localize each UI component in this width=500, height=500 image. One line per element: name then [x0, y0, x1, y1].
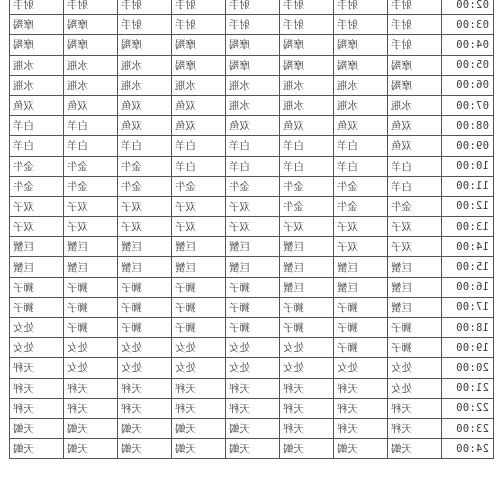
table-row — [10, 439, 494, 459]
time-cell: 09:00 — [442, 136, 494, 156]
sign-cell: 水瓶 — [64, 75, 118, 95]
sign-cell: 水瓶 — [64, 55, 118, 75]
sign-cell: 摩羯 — [64, 35, 118, 55]
sign-cell: 天秤 — [64, 398, 118, 418]
sign-cell: 双子 — [10, 217, 64, 237]
sign-cell: 巨蟹 — [118, 237, 172, 257]
sign-cell: 双子 — [334, 217, 388, 237]
sign-cell: 狮子 — [334, 318, 388, 338]
table-row — [10, 15, 494, 35]
sign-cell: 摩羯 — [172, 35, 226, 55]
sign-cell: 白羊 — [280, 156, 334, 176]
sign-cell: 狮子 — [388, 318, 442, 338]
sign-cell: 天秤 — [334, 418, 388, 438]
table-row — [10, 75, 494, 95]
sign-cell: 双子 — [64, 217, 118, 237]
time-cell: 02:00 — [442, 0, 494, 15]
sign-cell: 水瓶 — [334, 75, 388, 95]
sign-cell: 水瓶 — [388, 95, 442, 115]
sign-cell: 天秤 — [280, 398, 334, 418]
sign-cell: 射手 — [226, 15, 280, 35]
sign-cell: 双子 — [64, 196, 118, 216]
sign-cell: 金牛 — [226, 176, 280, 196]
sign-cell: 巨蟹 — [172, 257, 226, 277]
sign-cell: 天秤 — [118, 378, 172, 398]
sign-cell: 水瓶 — [10, 75, 64, 95]
sign-cell: 双鱼 — [172, 95, 226, 115]
sign-cell: 摩羯 — [334, 55, 388, 75]
time-cell: 12:00 — [442, 196, 494, 216]
sign-cell: 水瓶 — [172, 75, 226, 95]
sign-cell: 双鱼 — [280, 116, 334, 136]
sign-cell: 天秤 — [64, 378, 118, 398]
sign-cell: 天秤 — [172, 378, 226, 398]
sign-cell: 金牛 — [172, 176, 226, 196]
sign-cell: 摩羯 — [334, 35, 388, 55]
sign-cell: 天蝎 — [172, 439, 226, 459]
sign-cell: 处女 — [226, 338, 280, 358]
sign-cell: 摩羯 — [118, 35, 172, 55]
table-row — [10, 0, 494, 15]
sign-cell: 天秤 — [280, 418, 334, 438]
sign-cell: 射手 — [388, 35, 442, 55]
time-cell: 05:00 — [442, 55, 494, 75]
sign-cell: 巨蟹 — [388, 257, 442, 277]
table-row — [10, 35, 494, 55]
sign-cell: 狮子 — [118, 277, 172, 297]
sign-cell: 水瓶 — [226, 75, 280, 95]
sign-cell: 射手 — [334, 0, 388, 15]
sign-cell: 巨蟹 — [280, 237, 334, 257]
time-cell: 24:00 — [442, 439, 494, 459]
sign-cell: 双鱼 — [172, 116, 226, 136]
sign-cell: 双子 — [172, 217, 226, 237]
sign-cell: 双鱼 — [64, 95, 118, 115]
sign-cell: 处女 — [64, 338, 118, 358]
sign-cell: 天蝎 — [226, 439, 280, 459]
sign-cell: 巨蟹 — [280, 277, 334, 297]
sign-cell: 狮子 — [10, 277, 64, 297]
sign-cell: 天秤 — [388, 418, 442, 438]
time-cell: 10:00 — [442, 156, 494, 176]
time-cell: 22:00 — [442, 398, 494, 418]
sign-cell: 水瓶 — [334, 95, 388, 115]
sign-cell: 双子 — [334, 237, 388, 257]
sign-cell: 射手 — [280, 15, 334, 35]
table-row — [10, 398, 494, 418]
sign-cell: 狮子 — [64, 297, 118, 317]
time-cell: 17:00 — [442, 297, 494, 317]
sign-cell: 白羊 — [388, 156, 442, 176]
sign-cell: 射手 — [172, 15, 226, 35]
sign-cell: 射手 — [280, 0, 334, 15]
sign-cell: 金牛 — [10, 176, 64, 196]
sign-cell: 双鱼 — [226, 116, 280, 136]
sign-cell: 巨蟹 — [64, 257, 118, 277]
table-row — [10, 156, 494, 176]
time-cell: 18:00 — [442, 318, 494, 338]
sign-cell: 金牛 — [64, 176, 118, 196]
sign-cell: 双子 — [280, 217, 334, 237]
sign-cell: 处女 — [172, 338, 226, 358]
sign-cell: 水瓶 — [118, 75, 172, 95]
sign-cell: 摩羯 — [172, 55, 226, 75]
time-cell: 07:00 — [442, 95, 494, 115]
sign-cell: 水瓶 — [226, 95, 280, 115]
sign-cell: 巨蟹 — [280, 257, 334, 277]
sign-cell: 白羊 — [172, 156, 226, 176]
sign-cell: 射手 — [64, 0, 118, 15]
sign-cell: 天蝎 — [226, 418, 280, 438]
sign-cell: 双鱼 — [334, 116, 388, 136]
sign-cell: 射手 — [118, 15, 172, 35]
table-row — [10, 196, 494, 216]
sign-cell: 摩羯 — [388, 55, 442, 75]
sign-cell: 双子 — [172, 196, 226, 216]
sign-cell: 处女 — [388, 378, 442, 398]
sign-cell: 巨蟹 — [388, 277, 442, 297]
sign-cell: 射手 — [118, 0, 172, 15]
sign-cell: 白羊 — [10, 116, 64, 136]
sign-cell: 金牛 — [334, 176, 388, 196]
sign-cell: 天蝎 — [334, 439, 388, 459]
sign-cell: 双鱼 — [388, 116, 442, 136]
sign-cell: 双子 — [10, 196, 64, 216]
sign-cell: 双子 — [118, 217, 172, 237]
sign-cell: 巨蟹 — [226, 237, 280, 257]
table-row — [10, 55, 494, 75]
sign-cell: 金牛 — [118, 156, 172, 176]
sign-cell: 双子 — [226, 196, 280, 216]
time-cell: 21:00 — [442, 378, 494, 398]
sign-cell: 射手 — [334, 15, 388, 35]
table-row — [10, 136, 494, 156]
sign-cell: 天秤 — [280, 378, 334, 398]
sign-cell: 狮子 — [172, 318, 226, 338]
sign-cell: 狮子 — [64, 318, 118, 338]
time-cell: 08:00 — [442, 116, 494, 136]
table-row — [10, 297, 494, 317]
sign-cell: 白羊 — [10, 136, 64, 156]
sign-cell: 巨蟹 — [226, 257, 280, 277]
time-cell: 06:00 — [442, 75, 494, 95]
sign-cell: 双子 — [118, 196, 172, 216]
sign-cell: 处女 — [280, 358, 334, 378]
sign-cell: 摩羯 — [226, 35, 280, 55]
rising-sign-table — [9, 0, 494, 459]
sign-cell: 处女 — [10, 338, 64, 358]
sign-cell: 摩羯 — [280, 55, 334, 75]
sign-cell: 天秤 — [334, 378, 388, 398]
table-row — [10, 318, 494, 338]
table-row — [10, 237, 494, 257]
sign-cell: 双子 — [226, 217, 280, 237]
sign-cell: 巨蟹 — [10, 237, 64, 257]
sign-cell: 狮子 — [226, 277, 280, 297]
sign-cell: 处女 — [226, 358, 280, 378]
sign-cell: 白羊 — [118, 136, 172, 156]
sign-cell: 水瓶 — [280, 75, 334, 95]
sign-cell: 天秤 — [10, 378, 64, 398]
table-row — [10, 418, 494, 438]
sign-cell: 狮子 — [172, 277, 226, 297]
sign-cell: 天蝎 — [280, 439, 334, 459]
sign-cell: 狮子 — [280, 297, 334, 317]
time-cell: 20:00 — [442, 358, 494, 378]
sign-cell: 射手 — [388, 0, 442, 15]
sign-cell: 白羊 — [334, 136, 388, 156]
table-row — [10, 116, 494, 136]
sign-cell: 狮子 — [334, 338, 388, 358]
time-cell: 15:00 — [442, 257, 494, 277]
table-row — [10, 95, 494, 115]
sign-cell: 金牛 — [118, 176, 172, 196]
sign-cell: 狮子 — [64, 277, 118, 297]
sign-cell: 处女 — [280, 338, 334, 358]
time-cell: 03:00 — [442, 15, 494, 35]
sign-cell: 处女 — [172, 358, 226, 378]
sign-cell: 天蝎 — [64, 418, 118, 438]
sign-cell: 巨蟹 — [10, 257, 64, 277]
sign-cell: 天蝎 — [10, 418, 64, 438]
sign-cell: 天秤 — [226, 378, 280, 398]
sign-cell: 巨蟹 — [334, 257, 388, 277]
sign-cell: 摩羯 — [226, 55, 280, 75]
sign-cell: 水瓶 — [118, 55, 172, 75]
sign-cell: 天秤 — [118, 398, 172, 418]
sign-cell: 天蝎 — [388, 439, 442, 459]
sign-cell: 水瓶 — [280, 95, 334, 115]
sign-cell: 金牛 — [64, 156, 118, 176]
sign-cell: 处女 — [388, 358, 442, 378]
sign-cell: 双鱼 — [10, 95, 64, 115]
table-row — [10, 217, 494, 237]
sign-cell: 金牛 — [280, 176, 334, 196]
time-cell: 19:00 — [442, 338, 494, 358]
time-cell: 13:00 — [442, 217, 494, 237]
sign-cell: 摩羯 — [64, 15, 118, 35]
sign-cell: 处女 — [118, 338, 172, 358]
sign-cell: 摩羯 — [10, 15, 64, 35]
sign-cell: 射手 — [388, 15, 442, 35]
table-row — [10, 358, 494, 378]
sign-cell: 金牛 — [10, 156, 64, 176]
sign-cell: 巨蟹 — [172, 237, 226, 257]
sign-cell: 白羊 — [64, 136, 118, 156]
table-row — [10, 338, 494, 358]
sign-cell: 白羊 — [172, 136, 226, 156]
time-cell: 23:00 — [442, 418, 494, 438]
sign-cell: 摩羯 — [10, 35, 64, 55]
sign-cell: 金牛 — [334, 196, 388, 216]
sign-cell: 双子 — [388, 237, 442, 257]
sign-cell: 白羊 — [334, 156, 388, 176]
sign-cell: 双鱼 — [118, 95, 172, 115]
sign-cell: 白羊 — [280, 136, 334, 156]
sign-cell: 金牛 — [388, 196, 442, 216]
sign-cell: 天秤 — [334, 398, 388, 418]
sign-cell: 双鱼 — [118, 116, 172, 136]
sign-cell: 白羊 — [388, 176, 442, 196]
sign-cell: 白羊 — [64, 116, 118, 136]
sign-cell: 狮子 — [388, 338, 442, 358]
time-cell: 11:00 — [442, 176, 494, 196]
sign-cell: 金牛 — [280, 196, 334, 216]
sign-cell: 天蝎 — [64, 439, 118, 459]
sign-cell: 双子 — [388, 217, 442, 237]
sign-cell: 处女 — [334, 358, 388, 378]
sign-cell: 摩羯 — [280, 35, 334, 55]
sign-cell: 处女 — [118, 358, 172, 378]
time-cell: 16:00 — [442, 277, 494, 297]
table-row — [10, 176, 494, 196]
sign-cell: 天秤 — [10, 358, 64, 378]
sign-cell: 处女 — [10, 318, 64, 338]
sign-cell: 白羊 — [226, 156, 280, 176]
sign-cell: 狮子 — [280, 318, 334, 338]
sign-cell: 天蝎 — [10, 439, 64, 459]
sign-cell: 巨蟹 — [118, 257, 172, 277]
sign-cell: 天秤 — [226, 398, 280, 418]
sign-cell: 狮子 — [172, 297, 226, 317]
sign-cell: 射手 — [172, 0, 226, 15]
sign-cell: 天秤 — [10, 398, 64, 418]
sign-cell: 巨蟹 — [388, 297, 442, 317]
sign-cell: 天蝎 — [172, 418, 226, 438]
sign-cell: 天蝎 — [118, 439, 172, 459]
time-cell: 04:00 — [442, 35, 494, 55]
sign-cell: 天蝎 — [118, 418, 172, 438]
sign-cell: 狮子 — [226, 318, 280, 338]
sign-cell: 天秤 — [172, 398, 226, 418]
table-row — [10, 277, 494, 297]
sign-cell: 狮子 — [118, 318, 172, 338]
sign-cell: 双鱼 — [388, 136, 442, 156]
sign-cell: 摩羯 — [388, 75, 442, 95]
sign-cell: 狮子 — [10, 297, 64, 317]
sign-cell: 狮子 — [334, 297, 388, 317]
table-body — [10, 0, 494, 459]
sign-cell: 狮子 — [226, 297, 280, 317]
table-row — [10, 378, 494, 398]
sign-cell: 天秤 — [388, 398, 442, 418]
sign-cell: 射手 — [10, 0, 64, 15]
sign-cell: 射手 — [226, 0, 280, 15]
sign-cell: 处女 — [64, 358, 118, 378]
sign-cell: 白羊 — [226, 136, 280, 156]
sign-cell: 巨蟹 — [64, 237, 118, 257]
sign-cell: 狮子 — [118, 297, 172, 317]
time-cell: 14:00 — [442, 237, 494, 257]
sign-cell: 巨蟹 — [334, 277, 388, 297]
sign-cell: 水瓶 — [10, 55, 64, 75]
table-row — [10, 257, 494, 277]
